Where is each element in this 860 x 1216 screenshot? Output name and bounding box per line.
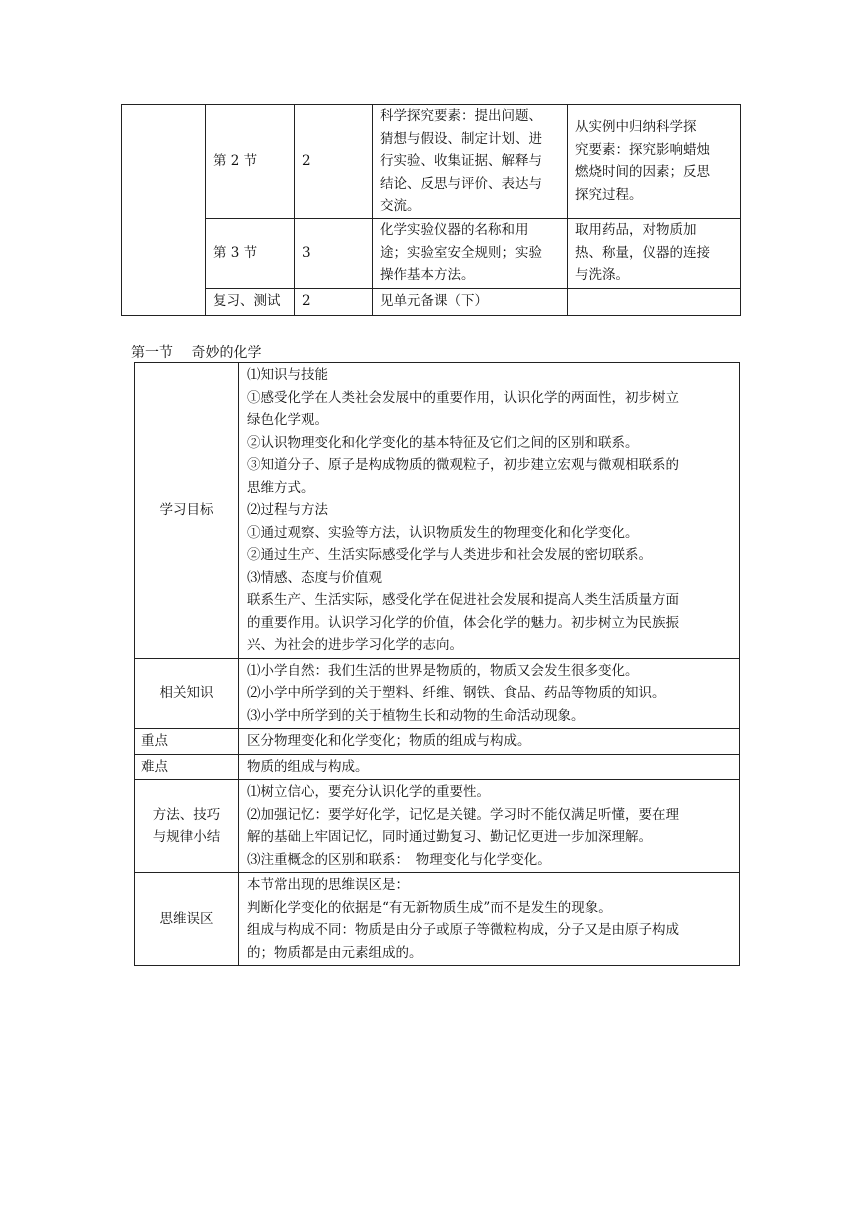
table-row bbox=[135, 729, 740, 755]
activity-cell: 从实例中归纳科学探 究要素：探究影响蜡烛 燃烧时间的因素；反思 探究过程。 bbox=[568, 105, 741, 219]
row-label: 重点 bbox=[135, 729, 239, 755]
content-cell: 化学实验仪器的名称和用 途；实验室安全规则；实验 操作基本方法。 bbox=[373, 218, 568, 288]
merged-chapter-cell bbox=[122, 105, 206, 316]
unit-plan-table bbox=[121, 104, 741, 316]
row-label: 难点 bbox=[135, 754, 239, 780]
table-row bbox=[135, 873, 740, 966]
row-content: ⑴小学自然：我们生活的世界是物质的，物质又会发生很多变化。 ⑵小学中所学到的关于塑料、纤维、钢铁、食品、药品等物质的知识。 ⑶小学中所学到的关于植物生长和动物的生命活动现象。 bbox=[239, 658, 740, 729]
content-cell: 科学探究要素：提出问题、 猜想与假设、制定计划、进 行实验、收集证据、解释与 结论、反思与评价、表达与 交流。 bbox=[373, 105, 568, 219]
row-label: 思维误区 bbox=[135, 873, 239, 966]
table-row bbox=[122, 218, 741, 288]
table-row bbox=[135, 780, 740, 873]
row-content: ⑴知识与技能 ①感受化学在人类社会发展中的重要作用，认识化学的两面性，初步树立 绿色化学观。 ②认识物理变化和化学变化的基本特征及它们之间的区别和联系。 ③知道分子、原子是构成物质的微观粒子，初步建立宏观与微观相联系的 思维方式。 ⑵过程与方法 ①通过观察、实验等方法，认识物质发生的物理变化和化学变化。 ②通过生产、生活实际感受化学与人类进步和社会发展的密切联系。 ⑶情感、态度与价值观 联系生产、生活实际，感受化学在促进社会发展和提高人类生活质量方面 的重要作用。认识学习化学的价值，体会化学的魅力。初步树立为民族振 兴、为社会的进步学习化学的志向。 bbox=[239, 363, 740, 659]
hours-cell: 2 bbox=[295, 288, 373, 315]
table-row bbox=[135, 363, 740, 659]
row-label: 方法、技巧 与规律小结 bbox=[135, 780, 239, 873]
table-row bbox=[135, 658, 740, 729]
row-content: 本节常出现的思维误区是： 判断化学变化的依据是“有无新物质生成”而不是发生的现象。 组成与构成不同：物质是由分子或原子等微粒构成，分子又是由原子构成 的；物质都是由元素组成的。 bbox=[239, 873, 740, 966]
section-cell: 复习、测试 bbox=[206, 288, 295, 315]
row-label: 学习目标 bbox=[135, 363, 239, 659]
row-content: ⑴树立信心，要充分认识化学的重要性。 ⑵加强记忆：要学好化学，记忆是关键。学习时不能仅满足听懂，要在理 解的基础上牢固记忆，同时通过勤复习、勤记忆更进一步加深理解。 ⑶注重概念的区别和联系： 物理变化与化学变化。 bbox=[239, 780, 740, 873]
table-row bbox=[122, 288, 741, 315]
section-cell: 第 2 节 bbox=[206, 105, 295, 219]
content-cell: 见单元备课（下） bbox=[373, 288, 568, 315]
row-content: 区分物理变化和化学变化；物质的组成与构成。 bbox=[239, 729, 740, 755]
section-title: 第一节 奇妙的化学 bbox=[131, 345, 262, 361]
activity-cell: 取用药品，对物质加 热、称量，仪器的连接 与洗涤。 bbox=[568, 218, 741, 288]
table-row bbox=[135, 754, 740, 780]
table-row bbox=[122, 105, 741, 219]
row-label: 相关知识 bbox=[135, 658, 239, 729]
section-cell: 第 3 节 bbox=[206, 218, 295, 288]
hours-cell: 2 bbox=[295, 105, 373, 219]
hours-cell: 3 bbox=[295, 218, 373, 288]
activity-cell bbox=[568, 288, 741, 315]
row-content: 物质的组成与构成。 bbox=[239, 754, 740, 780]
lesson-table bbox=[134, 362, 740, 966]
